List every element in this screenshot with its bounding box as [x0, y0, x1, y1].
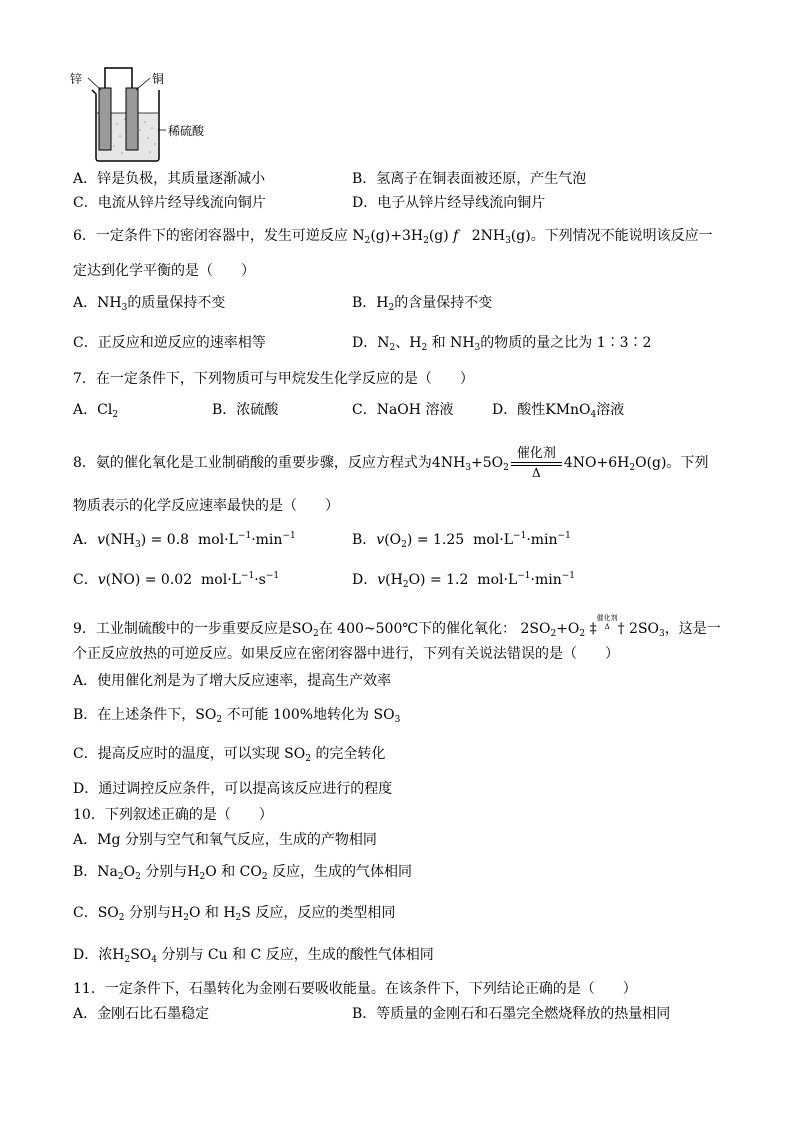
q7-stem: 7．在一定条件下，下列物质可与甲烷发生化学反应的是（ ）	[73, 371, 474, 387]
q8-stem-text1: 8．氨的催化氧化是工业制硝酸的重要步骤，反应方程式为	[73, 455, 432, 471]
q5-option-d: D．电子从锌片经导线流向铜片	[352, 195, 546, 211]
q7-option-a: A．$Cl_2$	[73, 402, 119, 420]
zinc-label: 锌	[70, 72, 83, 86]
q6-option-d: D．$N_2$、$H_2$ 和 $NH_3$的物质的量之比为 1∶3∶2	[352, 335, 652, 353]
q8-catalyst-arrow: $\frac{\text{催化剂}}{\Delta}$	[511, 446, 562, 480]
q8-equation: $4NH_3+5O_2$ $\frac{\text{催化剂}}{\Delta}$ $4NO+6H_2O(g)$	[431, 446, 667, 480]
q5-option-b: B．氢离子在铜表面被还原，产生气泡	[352, 171, 587, 187]
q6-option-c: C．正反应和逆反应的速率相等	[73, 335, 266, 351]
q6-option-b: B．$H_2$的含量保持不变	[352, 295, 493, 313]
q6-option-a: A．$NH_3$的质量保持不变	[73, 295, 226, 313]
q8-option-d: D．$v(H_2O) = 1.2$ $mol\cdot L^{-1}\cdot\min^{-1}$	[352, 571, 576, 590]
q5-option-c: C．电流从锌片经导线流向铜片	[73, 195, 266, 211]
q8-stem-line1	[73, 446, 708, 480]
acid-label: 稀硫酸	[168, 124, 205, 138]
q9-stem-line1: 9．工业制硫酸中的一步重要反应是$SO_2$在 400~500℃下的催化氧化： $2SO_2+O_2$ ‡催化剂 Δ † $2SO_3$，这是一	[73, 614, 721, 639]
q10-option-d: D．浓$H_2SO_4$ 分别与 Cu 和 C 反应，生成的酸性气体相同	[73, 947, 434, 965]
q9-option-b: B．在上述条件下，$SO_2$ 不可能 100%地转化为 $SO_3$	[73, 707, 401, 725]
q10-option-b: B．$Na_2O_2$ 分别与$H_2O$ 和 $CO_2$ 反应，生成的气体相同	[73, 864, 413, 882]
q9-option-d: D．通过调控反应条件，可以提高该反应进行的程度	[73, 781, 393, 797]
q11-option-b: B．等质量的金刚石和石墨完全燃烧释放的热量相同	[352, 1006, 671, 1022]
galvanic-cell-figure	[70, 58, 220, 166]
q9-reversible-arrow: ‡催化剂 Δ †	[589, 614, 625, 637]
q7-option-b: B．浓硫酸	[212, 402, 279, 418]
q8-option-b: B．$v(O_2) = 1.25$ $mol\cdot L^{-1}\cdot\min^{-1}$	[352, 531, 571, 550]
q9-option-a: A．使用催化剂是为了增大反应速率，提高生产效率	[73, 673, 392, 689]
q6-stem-line1	[73, 227, 713, 245]
q7-option-d: D．酸性KMnO$_4$溶液	[492, 402, 625, 420]
q11-option-a: A．金刚石比石墨稳定	[73, 1006, 210, 1022]
q11-stem: 11．一定条件下，石墨转化为金刚石要吸收能量。在该条件下，下列结论正确的是（ ）	[73, 981, 637, 997]
q9-stem-line2: 个正反应放热的可逆反应。如果反应在密闭容器中进行，下列有关说法错误的是（ ）	[73, 646, 619, 662]
q10-stem: 10．下列叙述正确的是（ ）	[73, 807, 273, 823]
q8-stem-line2: 物质表示的化学反应速率最快的是（ ）	[73, 498, 339, 514]
q9-option-c: C．提高反应时的温度，可以实现 $SO_2$ 的完全转化	[73, 746, 386, 764]
q6-stem-line2: 定达到化学平衡的是（ ）	[73, 263, 255, 279]
copper-label: 铜	[152, 72, 165, 86]
q8-stem-text2: 。下列	[666, 455, 709, 471]
q10-option-a: A．Mg 分别与空气和氧气反应，生成的产物相同	[73, 832, 377, 848]
q6-stem-text2: 。下列情况不能说明该反应一	[530, 228, 713, 244]
q10-option-c: C．$SO_2$ 分别与$H_2O$ 和 $H_2S$ 反应，反应的类型相同	[73, 905, 396, 923]
q5-option-a: A．锌是负极，其质量逐渐减小	[73, 171, 266, 187]
beaker-diagram	[70, 58, 220, 166]
q6-equation: $N_2(g)+3H_2(g)$ f $2NH_3(g)$	[352, 228, 531, 246]
q8-option-a: A．$v(NH_3) = 0.8$ $mol\cdot L^{-1}\cdot\min^{-1}$	[73, 531, 296, 550]
q7-option-c: C．NaOH 溶液	[352, 402, 454, 418]
q6-stem-text1: 6．一定条件下的密闭容器中，发生可逆反应	[73, 228, 348, 244]
q8-option-c: C．v(NO) = 0.02 $mol\cdot L^{-1}\cdot s^{-1}$	[73, 571, 280, 588]
